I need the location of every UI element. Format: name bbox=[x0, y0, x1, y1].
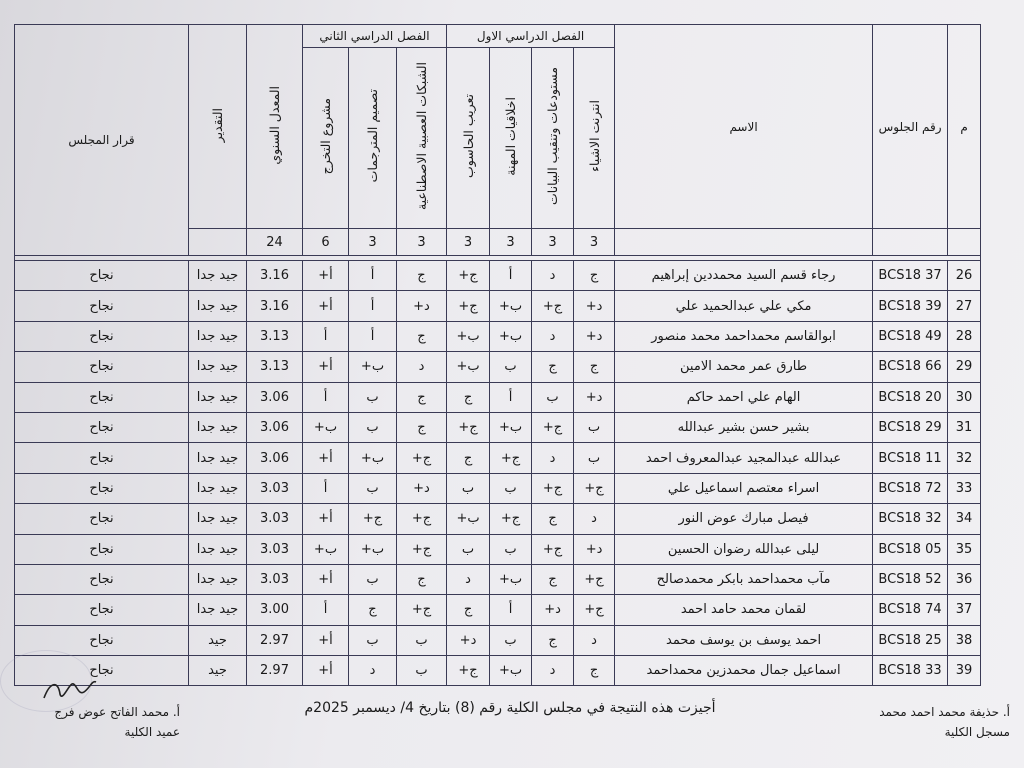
header-course bbox=[349, 48, 397, 229]
course-grade: ج+ bbox=[574, 473, 615, 503]
course-grade: ج bbox=[574, 352, 615, 382]
header-rating-label: التقدير bbox=[210, 107, 225, 143]
course-grade: ج+ bbox=[447, 656, 490, 686]
rating: جيد جدا bbox=[189, 291, 247, 321]
seat-number: BCS18 72 bbox=[873, 473, 948, 503]
course-grade: د bbox=[397, 352, 447, 382]
rating: جيد جدا bbox=[189, 595, 247, 625]
course-grade: أ bbox=[303, 382, 349, 412]
student-name: فيصل مبارك عوض النور bbox=[615, 504, 873, 534]
course-grade: ب+ bbox=[447, 352, 490, 382]
row-number: 33 bbox=[948, 473, 981, 503]
student-name: لقمان محمد حامد احمد bbox=[615, 595, 873, 625]
seat-number: BCS18 52 bbox=[873, 564, 948, 594]
course-grade: ج bbox=[397, 382, 447, 412]
signature-registrar bbox=[840, 702, 1010, 742]
results-table-wrapper bbox=[14, 24, 980, 691]
course-grade: ج+ bbox=[490, 443, 532, 473]
course-grade: ج+ bbox=[532, 534, 574, 564]
table-row bbox=[15, 321, 981, 351]
course-grade: أ+ bbox=[303, 443, 349, 473]
annual-gpa: 3.13 bbox=[247, 352, 303, 382]
credit-hours: 6 bbox=[303, 229, 349, 256]
credit-hours: 3 bbox=[447, 229, 490, 256]
rating: جيد جدا bbox=[189, 412, 247, 442]
credit-empty bbox=[948, 229, 981, 256]
course-grade: ب+ bbox=[303, 412, 349, 442]
course-grade: ب+ bbox=[490, 291, 532, 321]
student-name: احمد يوسف بن يوسف محمد bbox=[615, 625, 873, 655]
course-grade: ب bbox=[447, 534, 490, 564]
course-grade: ج+ bbox=[397, 504, 447, 534]
table-row bbox=[15, 382, 981, 412]
course-grade: ب+ bbox=[490, 564, 532, 594]
course-label: تعريب الحاسوب bbox=[460, 94, 476, 178]
course-grade: أ bbox=[490, 595, 532, 625]
course-label: مستودعات وتنقيب البيانات bbox=[545, 67, 561, 205]
course-grade: ج bbox=[447, 382, 490, 412]
student-name: عبدالله عبدالمجيد عبدالمعروف احمد bbox=[615, 443, 873, 473]
course-grade: ج+ bbox=[447, 291, 490, 321]
course-grade: ب bbox=[447, 473, 490, 503]
course-grade: ج+ bbox=[397, 595, 447, 625]
course-grade: أ bbox=[349, 321, 397, 351]
course-grade: ج bbox=[397, 564, 447, 594]
table-row bbox=[15, 412, 981, 442]
student-name: رجاء قسم السيد محمددين إبراهيم bbox=[615, 261, 873, 291]
course-grade: ج bbox=[447, 443, 490, 473]
council-decision: نجاح bbox=[15, 595, 189, 625]
row-number: 32 bbox=[948, 443, 981, 473]
rating: جيد جدا bbox=[189, 352, 247, 382]
annual-gpa: 3.06 bbox=[247, 382, 303, 412]
course-grade: ج bbox=[532, 504, 574, 534]
course-grade: ب+ bbox=[490, 321, 532, 351]
rating: جيد جدا bbox=[189, 321, 247, 351]
course-grade: د bbox=[574, 504, 615, 534]
credit-empty bbox=[873, 229, 948, 256]
course-grade: د+ bbox=[397, 291, 447, 321]
course-grade: د+ bbox=[574, 534, 615, 564]
course-grade: ب bbox=[490, 534, 532, 564]
course-grade: ب bbox=[574, 443, 615, 473]
rating: جيد جدا bbox=[189, 504, 247, 534]
course-grade: ج bbox=[574, 656, 615, 686]
course-grade: د+ bbox=[447, 625, 490, 655]
row-number: 27 bbox=[948, 291, 981, 321]
course-label: مشروع التخرج bbox=[318, 97, 333, 175]
seat-number: BCS18 11 bbox=[873, 443, 948, 473]
course-grade: ب+ bbox=[303, 534, 349, 564]
signature-dean bbox=[20, 702, 180, 742]
course-grade: ج bbox=[532, 625, 574, 655]
course-grade: د bbox=[574, 625, 615, 655]
course-grade: ج+ bbox=[447, 412, 490, 442]
header-semester-1: الفصل الدراسي الاول bbox=[447, 25, 615, 48]
course-grade: ج bbox=[574, 261, 615, 291]
row-number: 26 bbox=[948, 261, 981, 291]
table-row bbox=[15, 291, 981, 321]
course-grade: ج+ bbox=[397, 534, 447, 564]
registrar-title: مسجل الكلية bbox=[944, 725, 1010, 739]
rating: جيد جدا bbox=[189, 382, 247, 412]
header-gpa-label: المعدل السنوي bbox=[267, 85, 282, 165]
student-name: مكي علي عبدالحميد علي bbox=[615, 291, 873, 321]
course-grade: ج+ bbox=[532, 291, 574, 321]
course-grade: ج+ bbox=[490, 504, 532, 534]
seat-number: BCS18 74 bbox=[873, 595, 948, 625]
course-grade: ب bbox=[349, 412, 397, 442]
credit-hours: 3 bbox=[397, 229, 447, 256]
header-semester-2: الفصل الدراسي الثاني bbox=[303, 25, 447, 48]
course-grade: ب bbox=[397, 656, 447, 686]
credit-total: 24 bbox=[247, 229, 303, 256]
annual-gpa: 3.03 bbox=[247, 504, 303, 534]
table-row bbox=[15, 534, 981, 564]
credit-hours: 3 bbox=[490, 229, 532, 256]
course-grade: أ+ bbox=[303, 352, 349, 382]
course-grade: د+ bbox=[574, 382, 615, 412]
header-m: م bbox=[948, 25, 981, 229]
table-row bbox=[15, 473, 981, 503]
course-grade: ب bbox=[490, 352, 532, 382]
annual-gpa: 2.97 bbox=[247, 656, 303, 686]
council-decision: نجاح bbox=[15, 321, 189, 351]
course-grade: د bbox=[532, 261, 574, 291]
course-grade: د bbox=[349, 656, 397, 686]
course-grade: ج+ bbox=[349, 504, 397, 534]
course-grade: ج+ bbox=[397, 443, 447, 473]
annual-gpa: 3.13 bbox=[247, 321, 303, 351]
rating: جيد جدا bbox=[189, 473, 247, 503]
course-grade: ب bbox=[490, 473, 532, 503]
course-label: انترنت الاشياء bbox=[586, 100, 602, 172]
course-grade: ب+ bbox=[349, 443, 397, 473]
course-grade: د bbox=[447, 564, 490, 594]
table-row bbox=[15, 504, 981, 534]
course-grade: ج bbox=[532, 564, 574, 594]
rating: جيد جدا bbox=[189, 443, 247, 473]
header-course bbox=[490, 48, 532, 229]
seat-number: BCS18 05 bbox=[873, 534, 948, 564]
course-grade: ج+ bbox=[574, 564, 615, 594]
rating: جيد جدا bbox=[189, 564, 247, 594]
dean-name: أ. محمد الفاتح عوض فرج bbox=[54, 705, 180, 719]
course-grade: ب+ bbox=[490, 656, 532, 686]
course-grade: ب+ bbox=[447, 504, 490, 534]
annual-gpa: 3.03 bbox=[247, 564, 303, 594]
course-grade: ج bbox=[532, 352, 574, 382]
credit-empty bbox=[189, 229, 247, 256]
course-grade: أ bbox=[303, 473, 349, 503]
header-course bbox=[447, 48, 490, 229]
course-grade: د+ bbox=[532, 595, 574, 625]
course-grade: ب bbox=[574, 412, 615, 442]
council-decision: نجاح bbox=[15, 291, 189, 321]
annual-gpa: 2.97 bbox=[247, 625, 303, 655]
student-name: مآب محمداحمد بابكر محمدصالح bbox=[615, 564, 873, 594]
course-grade: أ+ bbox=[303, 291, 349, 321]
course-grade: أ+ bbox=[303, 625, 349, 655]
table-row bbox=[15, 595, 981, 625]
course-grade: ب+ bbox=[447, 321, 490, 351]
annual-gpa: 3.16 bbox=[247, 261, 303, 291]
course-grade: أ bbox=[303, 321, 349, 351]
course-grade: ج+ bbox=[532, 473, 574, 503]
student-name: بشير حسن بشير عبدالله bbox=[615, 412, 873, 442]
header-decision: قرار المجلس bbox=[15, 25, 189, 256]
course-grade: ب bbox=[349, 564, 397, 594]
student-name: اسماعيل جمال محمدزين محمداحمد bbox=[615, 656, 873, 686]
council-decision: نجاح bbox=[15, 352, 189, 382]
course-grade: ب+ bbox=[349, 534, 397, 564]
row-number: 34 bbox=[948, 504, 981, 534]
table-row bbox=[15, 564, 981, 594]
results-rows bbox=[15, 261, 981, 686]
annual-gpa: 3.06 bbox=[247, 412, 303, 442]
row-number: 31 bbox=[948, 412, 981, 442]
seat-number: BCS18 39 bbox=[873, 291, 948, 321]
row-number: 35 bbox=[948, 534, 981, 564]
course-grade: أ bbox=[303, 595, 349, 625]
table-row bbox=[15, 625, 981, 655]
council-decision: نجاح bbox=[15, 443, 189, 473]
course-grade: أ bbox=[349, 291, 397, 321]
header-gpa bbox=[247, 25, 303, 229]
council-decision: نجاح bbox=[15, 504, 189, 534]
credit-hours: 3 bbox=[349, 229, 397, 256]
registrar-name: أ. حذيفة محمد احمد محمد bbox=[879, 705, 1010, 719]
course-label: اخلاقيات المهنة bbox=[503, 96, 519, 176]
header-name: الاسم bbox=[615, 25, 873, 229]
course-grade: أ bbox=[490, 382, 532, 412]
course-grade: ج+ bbox=[532, 412, 574, 442]
annual-gpa: 3.03 bbox=[247, 534, 303, 564]
credit-hours: 3 bbox=[574, 229, 615, 256]
rating: جيد جدا bbox=[189, 534, 247, 564]
council-decision: نجاح bbox=[15, 382, 189, 412]
footer-approval-note: أجيزت هذه النتيجة في مجلس الكلية رقم (8) بتاريخ 4/ ديسمبر 2025م bbox=[304, 700, 716, 716]
course-grade: أ+ bbox=[303, 261, 349, 291]
course-grade: أ+ bbox=[303, 504, 349, 534]
council-decision: نجاح bbox=[15, 625, 189, 655]
row-number: 28 bbox=[948, 321, 981, 351]
annual-gpa: 3.00 bbox=[247, 595, 303, 625]
row-number: 39 bbox=[948, 656, 981, 686]
course-grade: ب+ bbox=[349, 352, 397, 382]
seat-number: BCS18 32 bbox=[873, 504, 948, 534]
header-course bbox=[532, 48, 574, 229]
course-grade: ب bbox=[397, 625, 447, 655]
course-grade: د bbox=[532, 443, 574, 473]
header-course bbox=[397, 48, 447, 229]
course-grade: أ+ bbox=[303, 656, 349, 686]
row-number: 38 bbox=[948, 625, 981, 655]
course-grade: أ bbox=[349, 261, 397, 291]
course-grade: ب bbox=[532, 382, 574, 412]
course-grade: ج bbox=[397, 321, 447, 351]
course-grade: ج bbox=[397, 412, 447, 442]
course-grade: ج bbox=[447, 595, 490, 625]
header-seat-number: رقم الجلوس bbox=[873, 25, 948, 229]
annual-gpa: 3.16 bbox=[247, 291, 303, 321]
rating: جيد bbox=[189, 656, 247, 686]
course-grade: ج+ bbox=[447, 261, 490, 291]
course-grade: ب bbox=[349, 473, 397, 503]
table-row bbox=[15, 261, 981, 291]
results-table bbox=[14, 24, 981, 686]
course-grade: ب bbox=[349, 382, 397, 412]
course-grade: ج bbox=[397, 261, 447, 291]
row-number: 29 bbox=[948, 352, 981, 382]
course-grade: د bbox=[532, 321, 574, 351]
seat-number: BCS18 29 bbox=[873, 412, 948, 442]
header-rating bbox=[189, 25, 247, 229]
table-row bbox=[15, 656, 981, 686]
table-row bbox=[15, 352, 981, 382]
credit-empty bbox=[615, 229, 873, 256]
row-number: 36 bbox=[948, 564, 981, 594]
annual-gpa: 3.03 bbox=[247, 473, 303, 503]
student-name: ابوالقاسم محمداحمد محمد منصور bbox=[615, 321, 873, 351]
row-number: 30 bbox=[948, 382, 981, 412]
course-grade: ب+ bbox=[490, 412, 532, 442]
credit-hours: 3 bbox=[532, 229, 574, 256]
header-course bbox=[574, 48, 615, 229]
rating: جيد جدا bbox=[189, 261, 247, 291]
header-course bbox=[303, 48, 349, 229]
seat-number: BCS18 33 bbox=[873, 656, 948, 686]
seat-number: BCS18 25 bbox=[873, 625, 948, 655]
council-decision: نجاح bbox=[15, 261, 189, 291]
course-grade: د+ bbox=[574, 291, 615, 321]
student-name: الهام علي احمد حاكم bbox=[615, 382, 873, 412]
course-grade: ج+ bbox=[574, 595, 615, 625]
council-decision: نجاح bbox=[15, 412, 189, 442]
council-decision: نجاح bbox=[15, 534, 189, 564]
student-name: اسراء معتصم اسماعيل علي bbox=[615, 473, 873, 503]
student-name: ليلى عبدالله رضوان الحسين bbox=[615, 534, 873, 564]
course-grade: ب bbox=[349, 625, 397, 655]
course-label: تصميم المترجمات bbox=[365, 89, 380, 183]
seat-number: BCS18 20 bbox=[873, 382, 948, 412]
course-grade: أ+ bbox=[303, 564, 349, 594]
annual-gpa: 3.06 bbox=[247, 443, 303, 473]
course-label: الشبكات العصبية الاصطناعية bbox=[414, 61, 429, 210]
table-row bbox=[15, 443, 981, 473]
course-grade: ج bbox=[349, 595, 397, 625]
council-decision: نجاح bbox=[15, 656, 189, 686]
seat-number: BCS18 37 bbox=[873, 261, 948, 291]
council-decision: نجاح bbox=[15, 473, 189, 503]
seat-number: BCS18 66 bbox=[873, 352, 948, 382]
course-grade: أ bbox=[490, 261, 532, 291]
course-grade: د+ bbox=[574, 321, 615, 351]
rating: جيد bbox=[189, 625, 247, 655]
row-number: 37 bbox=[948, 595, 981, 625]
course-grade: د bbox=[532, 656, 574, 686]
course-grade: ب bbox=[490, 625, 532, 655]
dean-title: عميد الكلية bbox=[124, 725, 180, 739]
council-decision: نجاح bbox=[15, 564, 189, 594]
student-name: طارق عمر محمد الامين bbox=[615, 352, 873, 382]
seat-number: BCS18 49 bbox=[873, 321, 948, 351]
course-grade: د+ bbox=[397, 473, 447, 503]
